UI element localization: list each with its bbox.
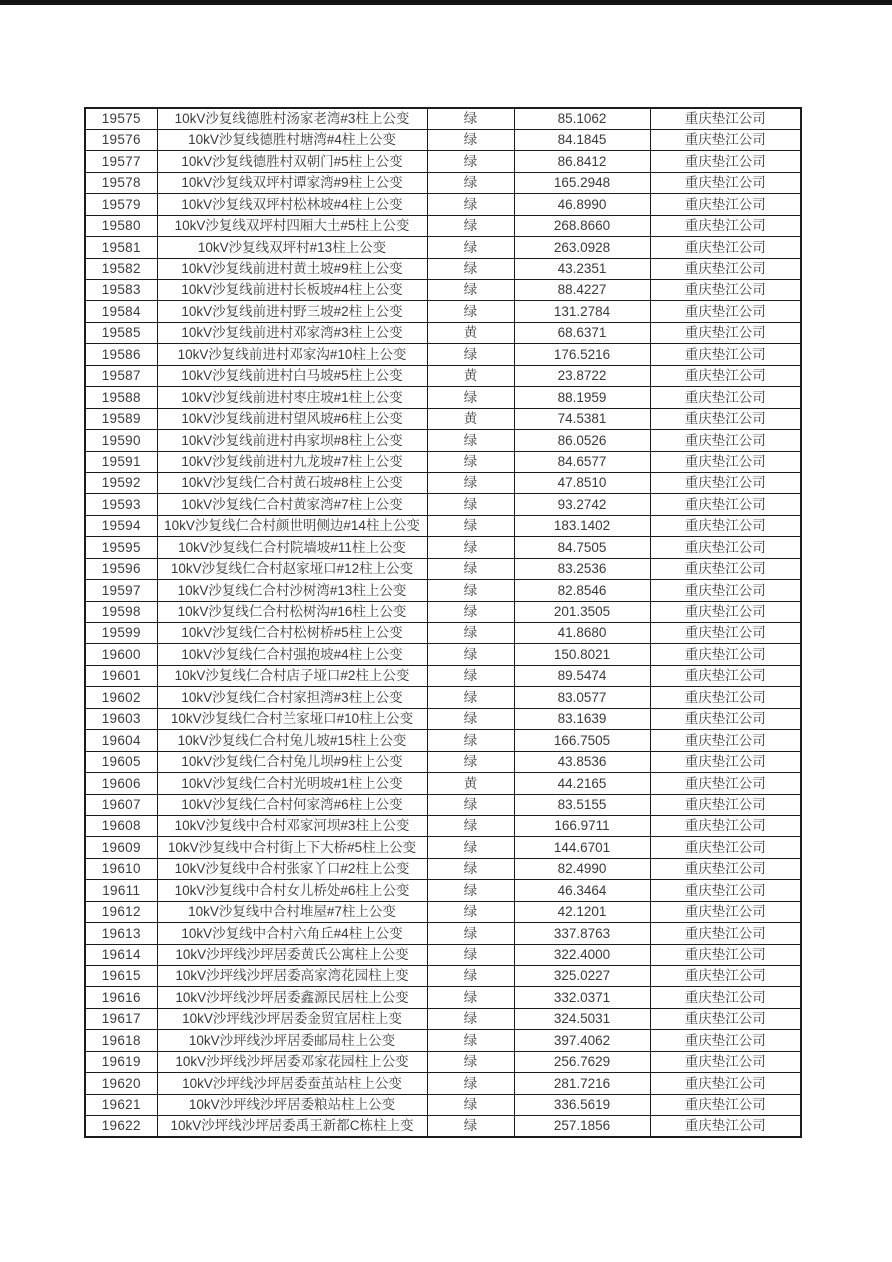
status-cell: 绿 [427,644,514,665]
status-cell: 绿 [427,730,514,751]
company-cell: 重庆垫江公司 [650,987,801,1008]
row-id-cell: 19605 [85,751,157,772]
table-row [85,601,801,622]
device-name-cell: 10kV沙复线仁合村强抱坡#4柱上公变 [157,644,427,665]
status-cell: 绿 [427,472,514,493]
company-cell: 重庆垫江公司 [650,408,801,429]
status-cell: 绿 [427,430,514,451]
row-id-cell: 19601 [85,665,157,686]
table-row [85,1094,801,1115]
row-id-cell: 19593 [85,494,157,515]
device-name-cell: 10kV沙坪线沙坪居委高家湾花园柱上变 [157,966,427,987]
device-name-cell: 10kV沙复线仁合村兔儿坝#9柱上公变 [157,751,427,772]
value-cell: 84.6577 [514,451,650,472]
value-cell: 47.8510 [514,472,650,493]
row-id-cell: 19600 [85,644,157,665]
value-cell: 83.1639 [514,708,650,729]
status-cell: 绿 [427,751,514,772]
row-id-cell: 19621 [85,1094,157,1115]
device-name-cell: 10kV沙复线前进村长板坡#4柱上公变 [157,280,427,301]
device-name-cell: 10kV沙复线仁合村光明坡#1柱上公变 [157,773,427,794]
row-id-cell: 19582 [85,258,157,279]
table-row [85,730,801,751]
row-id-cell: 19575 [85,108,157,129]
table-row [85,1073,801,1094]
company-cell: 重庆垫江公司 [650,280,801,301]
company-cell: 重庆垫江公司 [650,237,801,258]
value-cell: 86.0526 [514,430,650,451]
row-id-cell: 19586 [85,344,157,365]
table-row [85,837,801,858]
row-id-cell: 19615 [85,966,157,987]
table-row [85,1051,801,1072]
row-id-cell: 19617 [85,1008,157,1029]
device-name-cell: 10kV沙复线仁合村松树沟#16柱上公变 [157,601,427,622]
status-cell: 绿 [427,344,514,365]
value-cell: 41.8680 [514,623,650,644]
table-row [85,194,801,215]
device-name-cell: 10kV沙复线德胜村双朝门#5柱上公变 [157,151,427,172]
row-id-cell: 19609 [85,837,157,858]
table-row [85,129,801,150]
table-row [85,237,801,258]
value-cell: 85.1062 [514,108,650,129]
company-cell: 重庆垫江公司 [650,301,801,322]
device-name-cell: 10kV沙复线前进村邓家沟#10柱上公变 [157,344,427,365]
status-cell: 绿 [427,558,514,579]
device-name-cell: 10kV沙复线德胜村塘湾#4柱上公变 [157,129,427,150]
device-name-cell: 10kV沙复线中合村六角丘#4柱上公变 [157,923,427,944]
value-cell: 322.4000 [514,944,650,965]
value-cell: 42.1201 [514,901,650,922]
value-cell: 165.2948 [514,172,650,193]
transformer-table-container [84,107,800,1138]
value-cell: 43.2351 [514,258,650,279]
device-name-cell: 10kV沙复线仁合村店子垭口#2柱上公变 [157,665,427,686]
row-id-cell: 19619 [85,1051,157,1072]
device-name-cell: 10kV沙复线前进村野三坡#2柱上公变 [157,301,427,322]
device-name-cell: 10kV沙复线前进村白马坡#5柱上公变 [157,365,427,386]
value-cell: 332.0371 [514,987,650,1008]
row-id-cell: 19613 [85,923,157,944]
status-cell: 绿 [427,880,514,901]
status-cell: 绿 [427,151,514,172]
device-name-cell: 10kV沙复线前进村望风坡#6柱上公变 [157,408,427,429]
status-cell: 绿 [427,623,514,644]
row-id-cell: 19594 [85,515,157,536]
value-cell: 83.0577 [514,687,650,708]
row-id-cell: 19610 [85,858,157,879]
status-cell: 绿 [427,1116,514,1137]
company-cell: 重庆垫江公司 [650,751,801,772]
company-cell: 重庆垫江公司 [650,944,801,965]
company-cell: 重庆垫江公司 [650,623,801,644]
value-cell: 74.5381 [514,408,650,429]
device-name-cell: 10kV沙复线中合村女儿桥处#6柱上公变 [157,880,427,901]
status-cell: 绿 [427,515,514,536]
table-body [85,108,801,1137]
value-cell: 131.2784 [514,301,650,322]
row-id-cell: 19599 [85,623,157,644]
row-id-cell: 19584 [85,301,157,322]
device-name-cell: 10kV沙复线仁合村松树桥#5柱上公变 [157,623,427,644]
table-row [85,1116,801,1137]
status-cell: 绿 [427,172,514,193]
company-cell: 重庆垫江公司 [650,1073,801,1094]
row-id-cell: 19598 [85,601,157,622]
company-cell: 重庆垫江公司 [650,708,801,729]
row-id-cell: 19620 [85,1073,157,1094]
table-row [85,773,801,794]
status-cell: 绿 [427,280,514,301]
device-name-cell: 10kV沙复线中合村张家丫口#2柱上公变 [157,858,427,879]
company-cell: 重庆垫江公司 [650,322,801,343]
company-cell: 重庆垫江公司 [650,580,801,601]
table-row [85,623,801,644]
status-cell: 黄 [427,773,514,794]
row-id-cell: 19596 [85,558,157,579]
table-row [85,515,801,536]
status-cell: 绿 [427,944,514,965]
value-cell: 176.5216 [514,344,650,365]
table-row [85,451,801,472]
value-cell: 325.0227 [514,966,650,987]
table-row [85,258,801,279]
row-id-cell: 19592 [85,472,157,493]
status-cell: 绿 [427,1051,514,1072]
company-cell: 重庆垫江公司 [650,151,801,172]
row-id-cell: 19579 [85,194,157,215]
value-cell: 268.8660 [514,215,650,236]
table-row [85,687,801,708]
company-cell: 重庆垫江公司 [650,966,801,987]
status-cell: 绿 [427,1008,514,1029]
status-cell: 绿 [427,923,514,944]
table-row [85,644,801,665]
device-name-cell: 10kV沙复线前进村冉家坝#8柱上公变 [157,430,427,451]
value-cell: 257.1856 [514,1116,650,1137]
value-cell: 46.3464 [514,880,650,901]
company-cell: 重庆垫江公司 [650,172,801,193]
status-cell: 黄 [427,408,514,429]
value-cell: 84.1845 [514,129,650,150]
company-cell: 重庆垫江公司 [650,258,801,279]
table-row [85,1008,801,1029]
value-cell: 46.8990 [514,194,650,215]
table-row [85,387,801,408]
device-name-cell: 10kV沙复线前进村九龙坡#7柱上公变 [157,451,427,472]
row-id-cell: 19585 [85,322,157,343]
table-row [85,472,801,493]
page-top-edge-bar [0,0,892,5]
status-cell: 绿 [427,601,514,622]
company-cell: 重庆垫江公司 [650,1030,801,1051]
value-cell: 166.7505 [514,730,650,751]
company-cell: 重庆垫江公司 [650,837,801,858]
table-row [85,215,801,236]
status-cell: 绿 [427,451,514,472]
device-name-cell: 10kV沙坪线沙坪居委金贸宜居柱上变 [157,1008,427,1029]
company-cell: 重庆垫江公司 [650,773,801,794]
company-cell: 重庆垫江公司 [650,215,801,236]
company-cell: 重庆垫江公司 [650,387,801,408]
row-id-cell: 19603 [85,708,157,729]
value-cell: 44.2165 [514,773,650,794]
device-name-cell: 10kV沙坪线沙坪居委鑫源民居柱上公变 [157,987,427,1008]
status-cell: 绿 [427,108,514,129]
status-cell: 绿 [427,1073,514,1094]
device-name-cell: 10kV沙坪线沙坪居委粮站柱上公变 [157,1094,427,1115]
value-cell: 324.5031 [514,1008,650,1029]
value-cell: 337.8763 [514,923,650,944]
device-name-cell: 10kV沙复线前进村邓家湾#3柱上公变 [157,322,427,343]
device-name-cell: 10kV沙复线前进村枣庄坡#1柱上公变 [157,387,427,408]
company-cell: 重庆垫江公司 [650,430,801,451]
row-id-cell: 19587 [85,365,157,386]
device-name-cell: 10kV沙坪线沙坪居委禹王新都C栋柱上变 [157,1116,427,1137]
device-name-cell: 10kV沙坪线沙坪居委黄氏公寓柱上公变 [157,944,427,965]
value-cell: 144.6701 [514,837,650,858]
company-cell: 重庆垫江公司 [650,644,801,665]
table-row [85,1030,801,1051]
status-cell: 绿 [427,537,514,558]
status-cell: 绿 [427,815,514,836]
device-name-cell: 10kV沙复线仁合村兰家垭口#10柱上公变 [157,708,427,729]
value-cell: 397.4062 [514,1030,650,1051]
value-cell: 88.4227 [514,280,650,301]
table-row [85,708,801,729]
row-id-cell: 19608 [85,815,157,836]
company-cell: 重庆垫江公司 [650,1051,801,1072]
company-cell: 重庆垫江公司 [650,687,801,708]
company-cell: 重庆垫江公司 [650,515,801,536]
row-id-cell: 19589 [85,408,157,429]
table-row [85,794,801,815]
row-id-cell: 19616 [85,987,157,1008]
device-name-cell: 10kV沙复线双坪村松林坡#4柱上公变 [157,194,427,215]
status-cell: 黄 [427,365,514,386]
table-row [85,430,801,451]
status-cell: 绿 [427,494,514,515]
device-name-cell: 10kV沙复线中合村街上下大桥#5柱上公变 [157,837,427,858]
table-row [85,901,801,922]
status-cell: 绿 [427,1094,514,1115]
row-id-cell: 19622 [85,1116,157,1137]
value-cell: 83.5155 [514,794,650,815]
row-id-cell: 19580 [85,215,157,236]
company-cell: 重庆垫江公司 [650,1008,801,1029]
device-name-cell: 10kV沙复线仁合村沙树湾#13柱上公变 [157,580,427,601]
company-cell: 重庆垫江公司 [650,730,801,751]
device-name-cell: 10kV沙复线仁合村黄家湾#7柱上公变 [157,494,427,515]
row-id-cell: 19590 [85,430,157,451]
row-id-cell: 19578 [85,172,157,193]
device-name-cell: 10kV沙复线双坪村#13柱上公变 [157,237,427,258]
status-cell: 绿 [427,129,514,150]
device-name-cell: 10kV沙复线德胜村汤家老湾#3柱上公变 [157,108,427,129]
status-cell: 绿 [427,901,514,922]
status-cell: 绿 [427,301,514,322]
table-row [85,558,801,579]
row-id-cell: 19597 [85,580,157,601]
value-cell: 281.7216 [514,1073,650,1094]
row-id-cell: 19588 [85,387,157,408]
status-cell: 绿 [427,858,514,879]
table-row [85,880,801,901]
value-cell: 23.8722 [514,365,650,386]
device-name-cell: 10kV沙复线中合村邓家河坝#3柱上公变 [157,815,427,836]
company-cell: 重庆垫江公司 [650,794,801,815]
value-cell: 43.8536 [514,751,650,772]
value-cell: 263.0928 [514,237,650,258]
status-cell: 绿 [427,794,514,815]
row-id-cell: 19611 [85,880,157,901]
value-cell: 89.5474 [514,665,650,686]
device-name-cell: 10kV沙复线仁合村颜世明侧边#14柱上公变 [157,515,427,536]
table-row [85,408,801,429]
company-cell: 重庆垫江公司 [650,665,801,686]
device-name-cell: 10kV沙复线前进村黄土坡#9柱上公变 [157,258,427,279]
table-row [85,923,801,944]
status-cell: 绿 [427,837,514,858]
company-cell: 重庆垫江公司 [650,365,801,386]
value-cell: 82.8546 [514,580,650,601]
table-row [85,151,801,172]
status-cell: 绿 [427,687,514,708]
value-cell: 82.4990 [514,858,650,879]
value-cell: 83.2536 [514,558,650,579]
status-cell: 绿 [427,987,514,1008]
table-row [85,751,801,772]
table-row [85,944,801,965]
value-cell: 84.7505 [514,537,650,558]
company-cell: 重庆垫江公司 [650,451,801,472]
status-cell: 绿 [427,580,514,601]
status-cell: 绿 [427,237,514,258]
table-row [85,365,801,386]
table-row [85,966,801,987]
row-id-cell: 19577 [85,151,157,172]
row-id-cell: 19612 [85,901,157,922]
table-row [85,108,801,129]
device-name-cell: 10kV沙复线中合村堆屋#7柱上公变 [157,901,427,922]
status-cell: 黄 [427,322,514,343]
company-cell: 重庆垫江公司 [650,601,801,622]
device-name-cell: 10kV沙复线仁合村何家湾#6柱上公变 [157,794,427,815]
table-row [85,301,801,322]
company-cell: 重庆垫江公司 [650,880,801,901]
company-cell: 重庆垫江公司 [650,558,801,579]
status-cell: 绿 [427,215,514,236]
company-cell: 重庆垫江公司 [650,815,801,836]
row-id-cell: 19604 [85,730,157,751]
table-row [85,344,801,365]
status-cell: 绿 [427,258,514,279]
row-id-cell: 19591 [85,451,157,472]
company-cell: 重庆垫江公司 [650,923,801,944]
table-row [85,987,801,1008]
device-name-cell: 10kV沙复线仁合村家担湾#3柱上公变 [157,687,427,708]
company-cell: 重庆垫江公司 [650,472,801,493]
value-cell: 183.1402 [514,515,650,536]
company-cell: 重庆垫江公司 [650,344,801,365]
value-cell: 256.7629 [514,1051,650,1072]
device-name-cell: 10kV沙坪线沙坪居委邮局柱上公变 [157,1030,427,1051]
table-row [85,280,801,301]
company-cell: 重庆垫江公司 [650,858,801,879]
device-name-cell: 10kV沙坪线沙坪居委邓家花园柱上公变 [157,1051,427,1072]
status-cell: 绿 [427,708,514,729]
company-cell: 重庆垫江公司 [650,1116,801,1137]
device-name-cell: 10kV沙复线仁合村院墙坡#11柱上公变 [157,537,427,558]
table-row [85,322,801,343]
company-cell: 重庆垫江公司 [650,1094,801,1115]
device-name-cell: 10kV沙复线仁合村兔儿坡#15柱上公变 [157,730,427,751]
row-id-cell: 19581 [85,237,157,258]
value-cell: 93.2742 [514,494,650,515]
device-name-cell: 10kV沙复线双坪村四厢大土#5柱上公变 [157,215,427,236]
row-id-cell: 19602 [85,687,157,708]
value-cell: 336.5619 [514,1094,650,1115]
device-name-cell: 10kV沙复线仁合村赵家垭口#12柱上公变 [157,558,427,579]
row-id-cell: 19607 [85,794,157,815]
value-cell: 88.1959 [514,387,650,408]
company-cell: 重庆垫江公司 [650,494,801,515]
status-cell: 绿 [427,665,514,686]
table-row [85,580,801,601]
row-id-cell: 19614 [85,944,157,965]
row-id-cell: 19583 [85,280,157,301]
row-id-cell: 19606 [85,773,157,794]
table-row [85,858,801,879]
company-cell: 重庆垫江公司 [650,129,801,150]
device-name-cell: 10kV沙复线双坪村谭家湾#9柱上公变 [157,172,427,193]
table-row [85,494,801,515]
table-row [85,665,801,686]
status-cell: 绿 [427,387,514,408]
status-cell: 绿 [427,966,514,987]
transformer-table [84,107,802,1138]
value-cell: 166.9711 [514,815,650,836]
company-cell: 重庆垫江公司 [650,537,801,558]
value-cell: 201.3505 [514,601,650,622]
device-name-cell: 10kV沙复线仁合村黄石坡#8柱上公变 [157,472,427,493]
row-id-cell: 19595 [85,537,157,558]
table-row [85,815,801,836]
value-cell: 150.8021 [514,644,650,665]
company-cell: 重庆垫江公司 [650,901,801,922]
row-id-cell: 19576 [85,129,157,150]
company-cell: 重庆垫江公司 [650,108,801,129]
status-cell: 绿 [427,1030,514,1051]
table-row [85,537,801,558]
value-cell: 68.6371 [514,322,650,343]
table-row [85,172,801,193]
device-name-cell: 10kV沙坪线沙坪居委蚕茧站柱上公变 [157,1073,427,1094]
value-cell: 86.8412 [514,151,650,172]
company-cell: 重庆垫江公司 [650,194,801,215]
status-cell: 绿 [427,194,514,215]
row-id-cell: 19618 [85,1030,157,1051]
